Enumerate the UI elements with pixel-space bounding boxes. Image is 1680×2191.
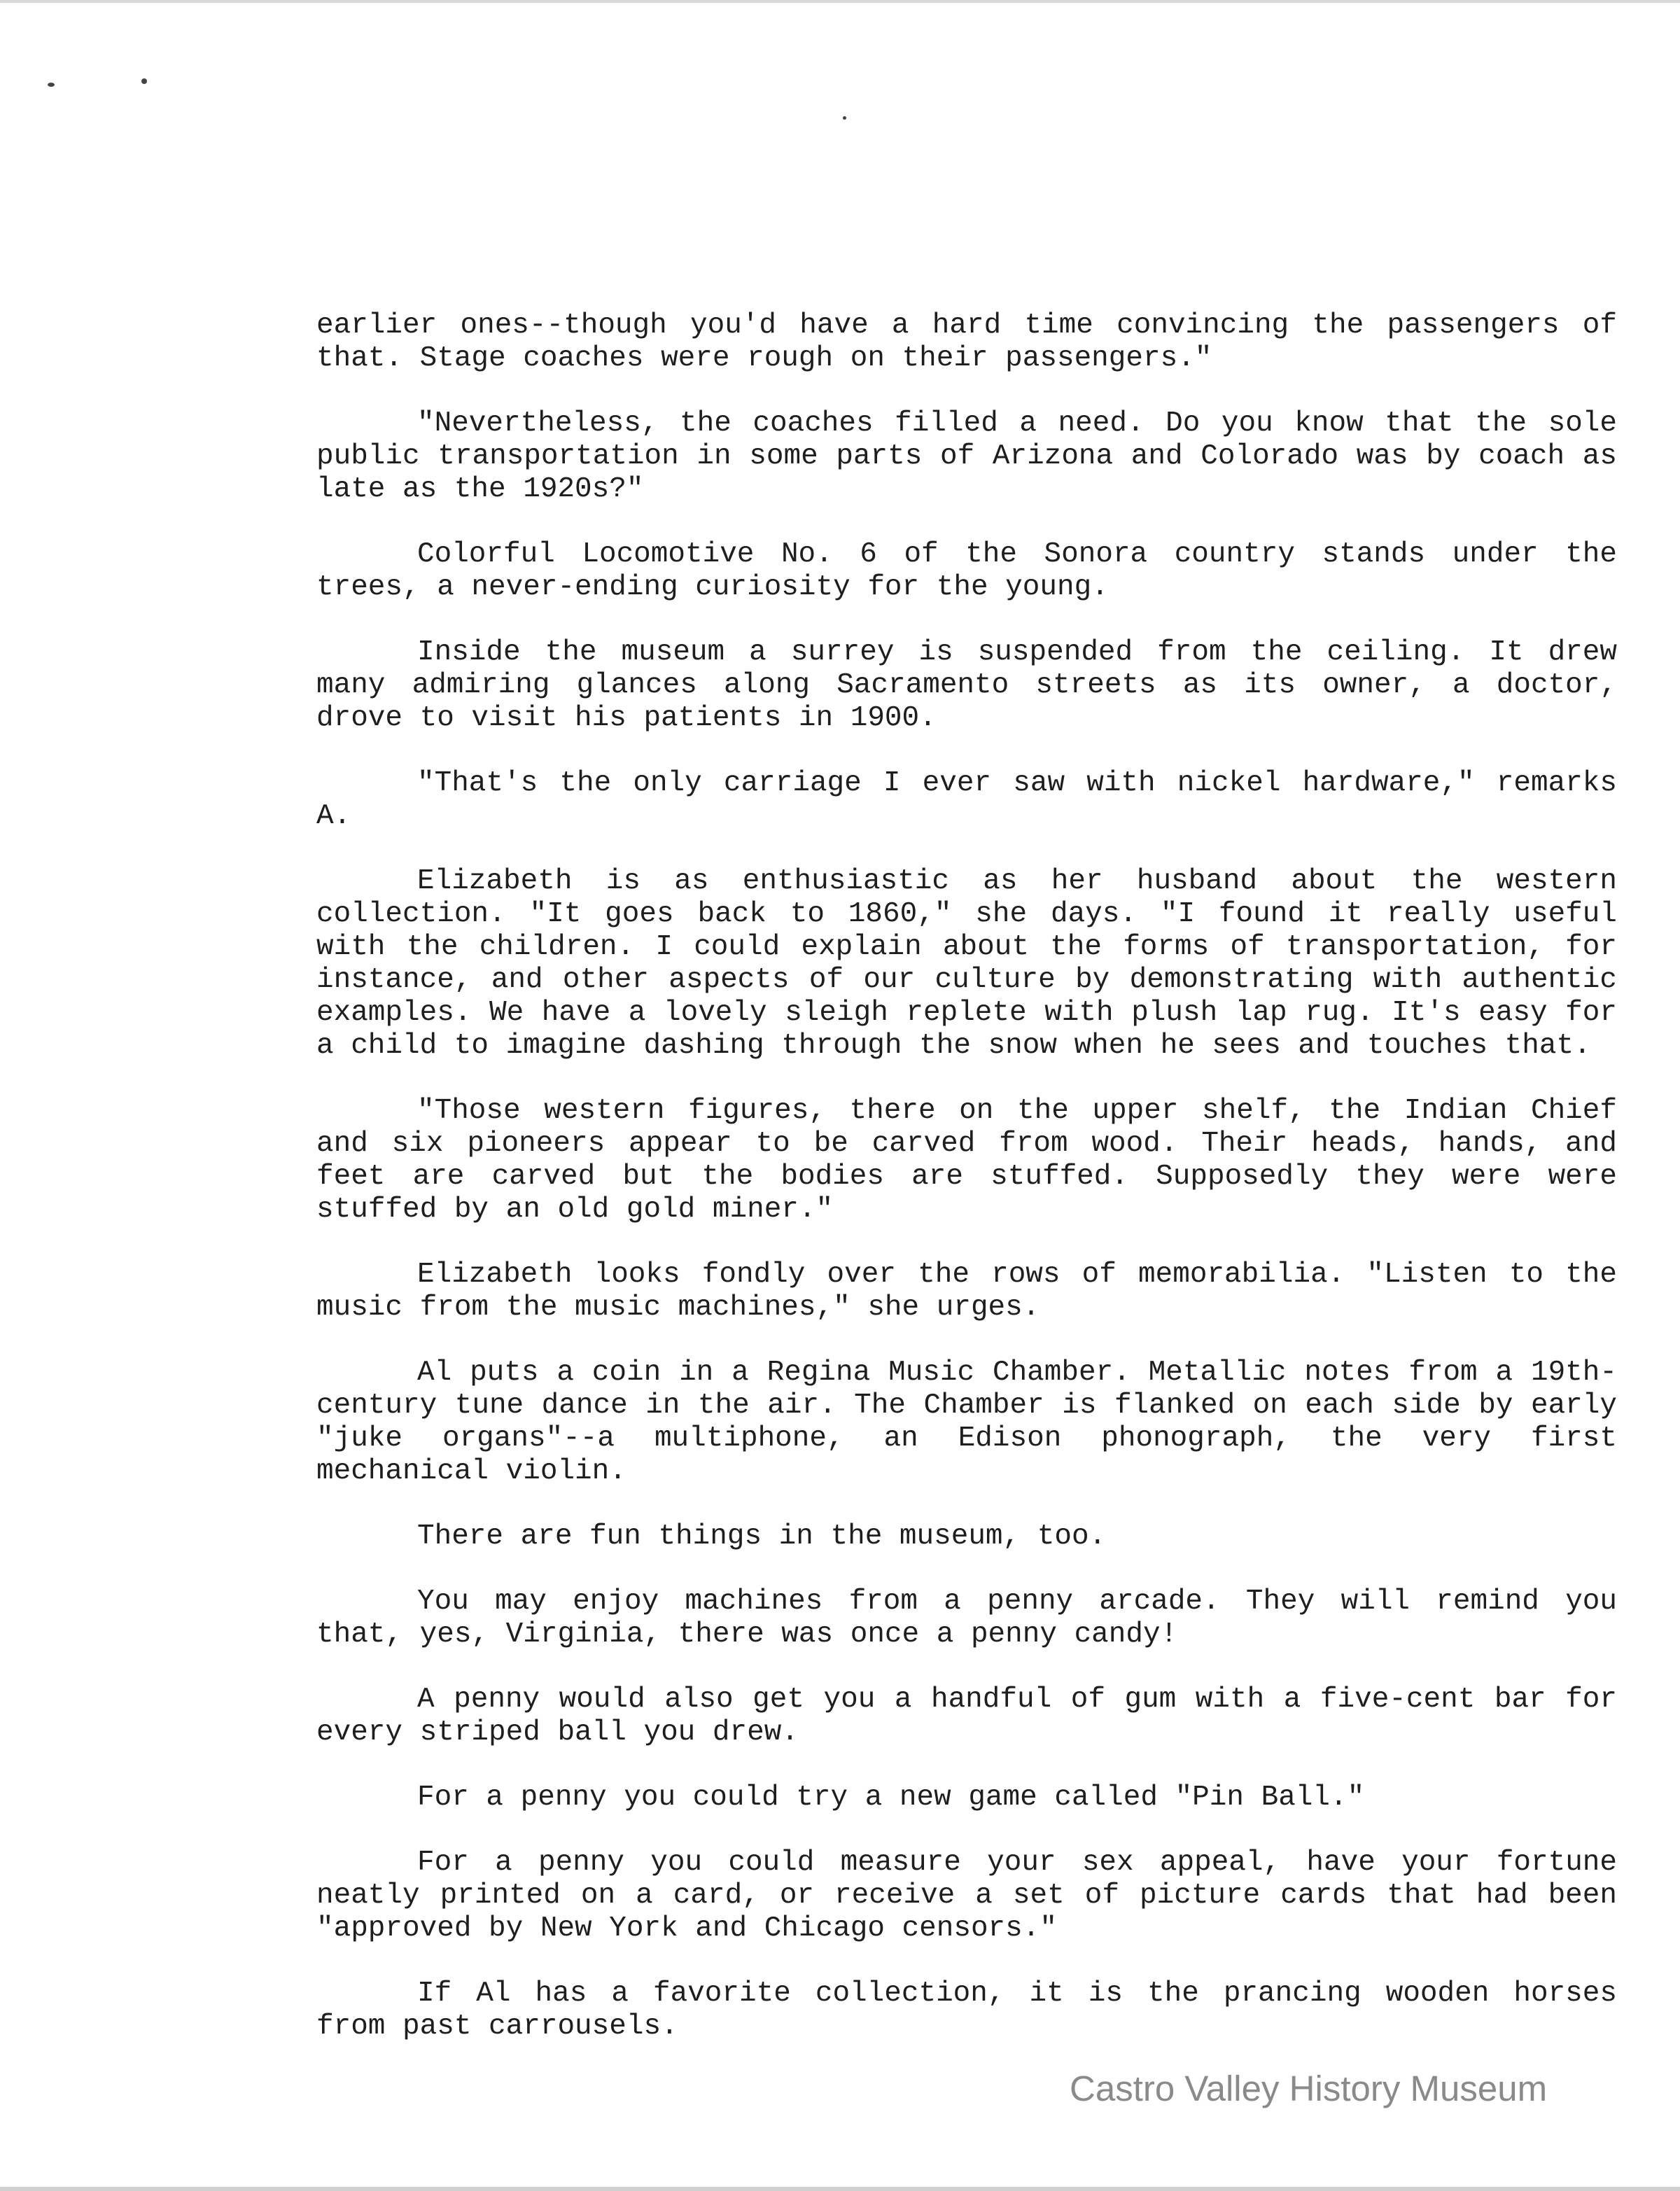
paragraph: Inside the museum a surrey is suspended from the ceiling. It drew many admiring glances along Sacramento streets as its owner, a doctor, drove to visit his patients in 1900. (316, 636, 1617, 734)
body-text (316, 309, 1617, 2076)
paragraph: A penny would also get you a handful of gum with a five-cent bar for every striped ball you drew. (316, 1684, 1617, 1749)
paragraph: You may enjoy machines from a penny arcade. They will remind you that, yes, Virginia, there was once a penny candy! (316, 1586, 1617, 1651)
paragraph: If Al has a favorite collection, it is the prancing wooden horses from past carrousels. (316, 1977, 1617, 2043)
paragraph: "That's the only carriage I ever saw with nickel hardware," remarks A. (316, 767, 1617, 832)
paragraph: There are fun things in the museum, too. (417, 1520, 1107, 1553)
paragraph: Elizabeth looks fondly over the rows of memorabilia. "Listen to the music from the music machines," she urges. (316, 1259, 1617, 1324)
paragraph: earlier ones--though you'd have a hard time convincing the passengers of that. Stage coaches were rough on their passengers." (316, 309, 1617, 374)
scan-speck (843, 116, 846, 120)
paragraph: Elizabeth is as enthusiastic as her husband about the western collection. "It goes back to 1860," she days. "I found it really useful with the children. I could explain about the forms of transportation, for instance, and other aspects of our culture by demonstrating with authentic examples. We have a lovely sleigh replete with plush lap rug. It's easy for a child to imagine dashing through the snow when he sees and touches that. (316, 865, 1617, 1062)
paragraph: For a penny you could try a new game called "Pin Ball." (417, 1782, 1365, 1814)
scan-edge (0, 2187, 1680, 2191)
paragraph: "Those western figures, there on the upper shelf, the Indian Chief and six pioneers appear to be carved from wood. Their heads, hands, and feet are carved but the bodies are stuffed. Supposedly they were were stuffed by an old gold miner." (316, 1095, 1617, 1226)
scan-speck (48, 83, 55, 87)
scan-speck (141, 78, 147, 84)
paragraph: Al puts a coin in a Regina Music Chamber. Metallic notes from a 19th-century tune dance in the air. The Chamber is flanked on each side by early "juke organs"--a multiphone, an Edison phonograph, the very first mechanical violin. (316, 1357, 1617, 1488)
watermark: Castro Valley History Museum (1070, 2068, 1548, 2108)
paragraph: Colorful Locomotive No. 6 of the Sonora country stands under the trees, a never-ending curiosity for the young. (316, 538, 1617, 603)
paragraph: For a penny you could measure your sex appeal, have your fortune neatly printed on a card, or receive a set of picture cards that had been "approved by New York and Chicago censors." (316, 1847, 1617, 1945)
paragraph: "Nevertheless, the coaches filled a need. Do you know that the sole public transportation in some parts of Arizona and Colorado was by coach as late as the 1920s?" (316, 407, 1617, 505)
